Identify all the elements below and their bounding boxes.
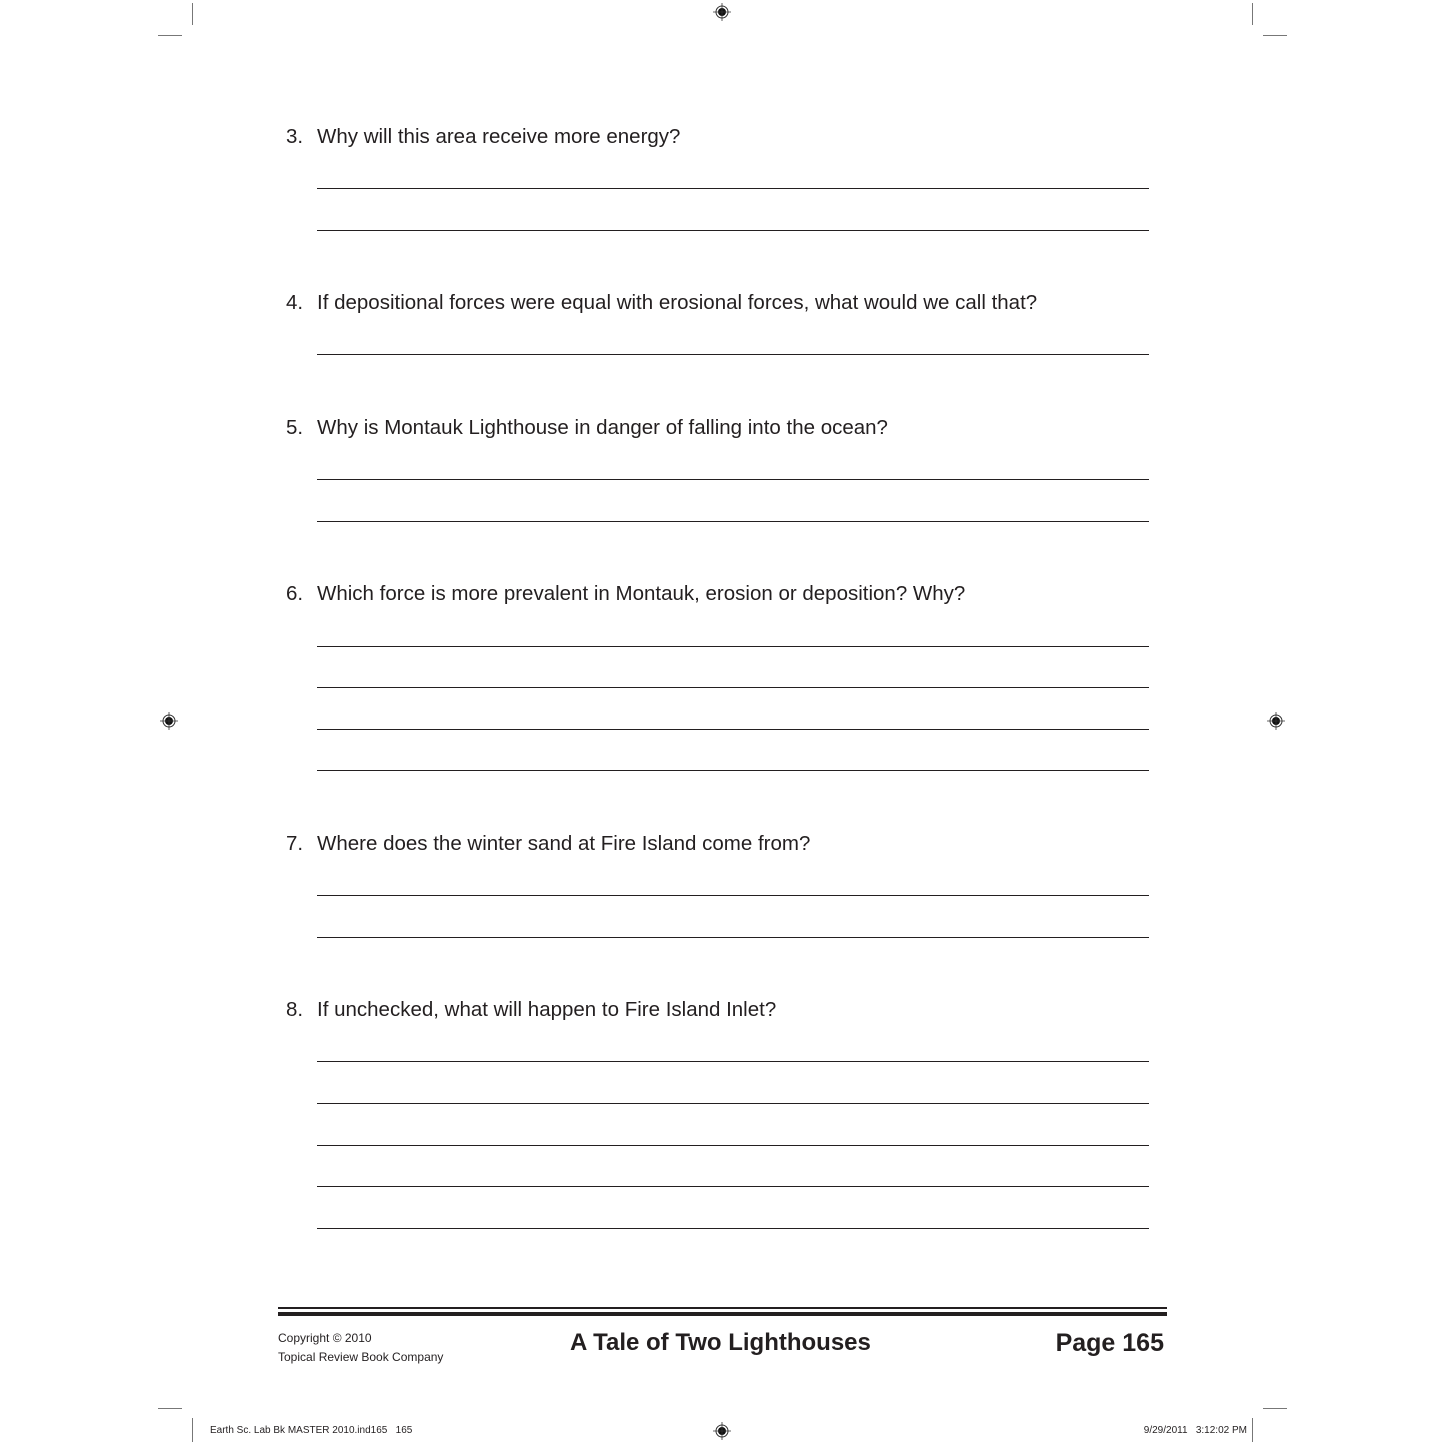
answer-line[interactable] [317, 1186, 1149, 1187]
question-8 [286, 998, 776, 1022]
answer-line[interactable] [317, 479, 1149, 480]
answer-line[interactable] [317, 354, 1149, 355]
answer-line[interactable] [317, 1228, 1149, 1229]
registration-mark-icon [713, 3, 731, 21]
crop-mark [1263, 1408, 1287, 1409]
page-number: Page 165 [1055, 1329, 1164, 1357]
footer-rule-thin [278, 1307, 1167, 1309]
question-number: 3. [286, 125, 304, 148]
answer-line[interactable] [317, 646, 1149, 647]
question-number: 8. [286, 998, 304, 1021]
slug-file: Earth Sc. Lab Bk MASTER 2010.ind165 165 [210, 1425, 413, 1436]
question-number: 5. [286, 416, 304, 439]
crop-mark [158, 35, 182, 36]
answer-line[interactable] [317, 770, 1149, 771]
question-number: 6. [286, 582, 304, 605]
question-3 [286, 125, 680, 149]
question-text: Why will this area receive more energy? [317, 125, 681, 148]
question-7 [286, 832, 810, 856]
question-text: Why is Montauk Lighthouse in danger of falling into the ocean? [317, 416, 888, 439]
crop-mark [158, 1408, 182, 1409]
copyright: Copyright © 2010 [278, 1331, 372, 1345]
question-text: If unchecked, what will happen to Fire Island Inlet? [317, 998, 777, 1021]
crop-mark [1252, 1418, 1253, 1442]
slug-timestamp: 9/29/2011 3:12:02 PM [1143, 1425, 1247, 1436]
question-number: 7. [286, 832, 304, 855]
crop-mark [192, 3, 193, 25]
question-6 [286, 582, 965, 606]
answer-line[interactable] [317, 1103, 1149, 1104]
question-number: 4. [286, 291, 304, 314]
answer-line[interactable] [317, 1061, 1149, 1062]
registration-mark-icon [713, 1422, 731, 1440]
answer-line[interactable] [317, 1145, 1149, 1146]
crop-mark [1263, 35, 1287, 36]
question-text: Where does the winter sand at Fire Island come from? [317, 832, 811, 855]
question-5 [286, 416, 888, 440]
crop-mark [192, 1418, 193, 1442]
answer-line[interactable] [317, 687, 1149, 688]
registration-mark-icon [160, 712, 178, 730]
question-text: If depositional forces were equal with erosional forces, what would we call that? [317, 291, 1038, 314]
answer-line[interactable] [317, 188, 1149, 189]
answer-line[interactable] [317, 729, 1149, 730]
crop-mark [1252, 3, 1253, 25]
question-text: Which force is more prevalent in Montauk, erosion or deposition? Why? [317, 582, 966, 605]
publisher: Topical Review Book Company [278, 1350, 444, 1364]
answer-line[interactable] [317, 895, 1149, 896]
registration-mark-icon [1267, 712, 1285, 730]
answer-line[interactable] [317, 230, 1149, 231]
footer-title: A Tale of Two Lighthouses [570, 1329, 871, 1356]
footer-rule-thick [278, 1312, 1167, 1316]
answer-line[interactable] [317, 937, 1149, 938]
question-4 [286, 291, 1037, 315]
answer-line[interactable] [317, 521, 1149, 522]
